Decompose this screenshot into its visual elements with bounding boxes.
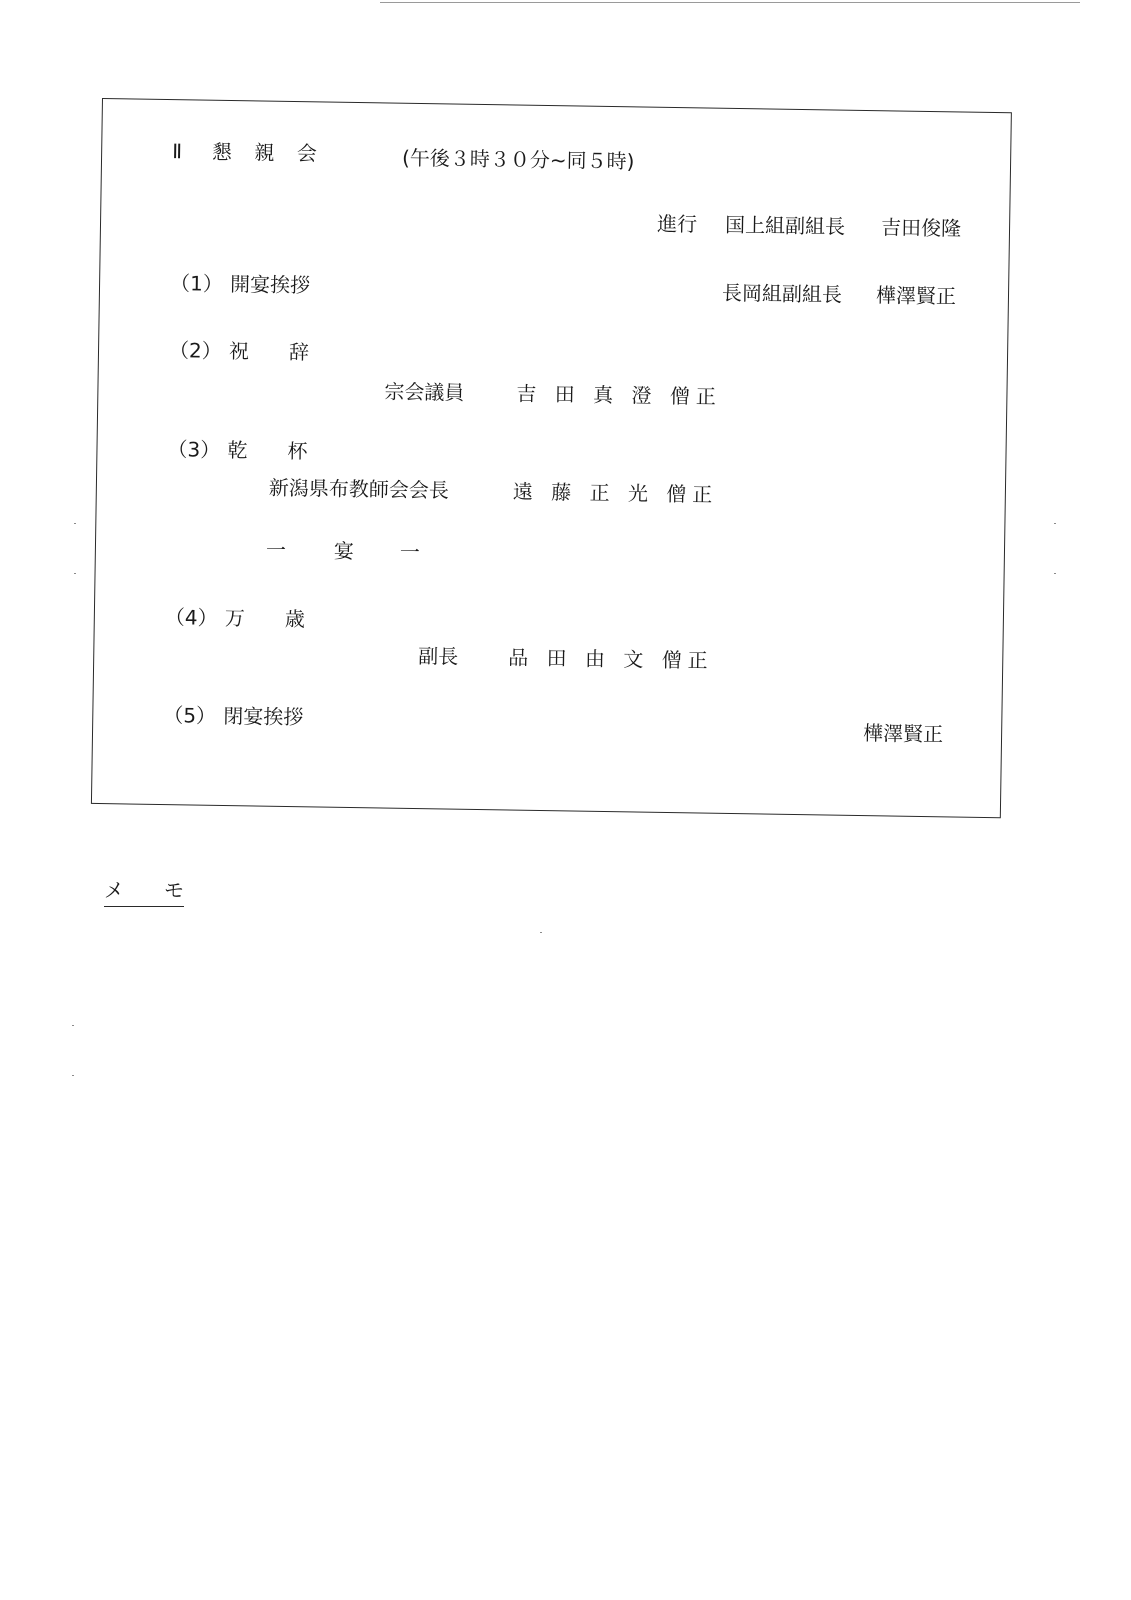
item-1-title: 開宴挨拶 <box>229 272 311 298</box>
item-5-name: 樺澤賢正 <box>862 721 944 747</box>
item-5-title: 閉宴挨拶 <box>223 703 304 730</box>
scan-speck <box>74 573 76 574</box>
item-4-title: 万 歳 <box>224 605 306 632</box>
item-3-number: （3） <box>167 437 221 462</box>
scan-speck <box>74 523 76 524</box>
item-2-role: 宗会議員 <box>384 379 465 405</box>
banquet-right-dash: 一 <box>399 539 421 565</box>
banquet-left-dash: 一 <box>265 537 287 562</box>
section-title: 懇 親 会 <box>211 139 326 166</box>
item-1-number: （1） <box>169 271 224 296</box>
scan-speck <box>1054 573 1056 574</box>
item-4-number: （4） <box>164 605 218 630</box>
item-1-role: 長岡組副組長 <box>721 280 843 307</box>
section-time: (午後３時３０分~同５時) <box>401 145 635 174</box>
item-3-title: 乾 杯 <box>227 438 308 464</box>
memo-heading: メ モ <box>104 878 184 907</box>
banquet-label: 宴 <box>333 538 355 564</box>
section-numeral: Ⅱ <box>171 139 183 164</box>
scan-speck <box>540 932 542 933</box>
item-2-number: （2） <box>168 338 222 363</box>
scan-edge-line <box>380 2 1080 3</box>
item-4-role: 副長 <box>418 644 459 669</box>
moderator-name: 吉田俊隆 <box>880 215 962 241</box>
scan-speck <box>72 1075 74 1076</box>
item-3-name: 遠 藤 正 光 僧正 <box>512 479 719 507</box>
moderator-role: 国上組副組長 <box>724 212 846 239</box>
item-1-name: 樺澤賢正 <box>875 283 957 309</box>
scan-speck <box>72 1025 74 1026</box>
item-3-role: 新潟県布教師会会長 <box>268 475 450 503</box>
item-5-number: （5） <box>163 703 217 728</box>
program-box <box>91 98 1012 818</box>
scan-speck <box>1054 523 1056 524</box>
item-2-name: 吉 田 真 澄 僧正 <box>516 381 723 409</box>
item-2-title: 祝 辞 <box>228 339 310 365</box>
item-4-name: 品 田 由 文 僧正 <box>508 645 714 673</box>
moderator-label: 進行 <box>656 211 698 237</box>
